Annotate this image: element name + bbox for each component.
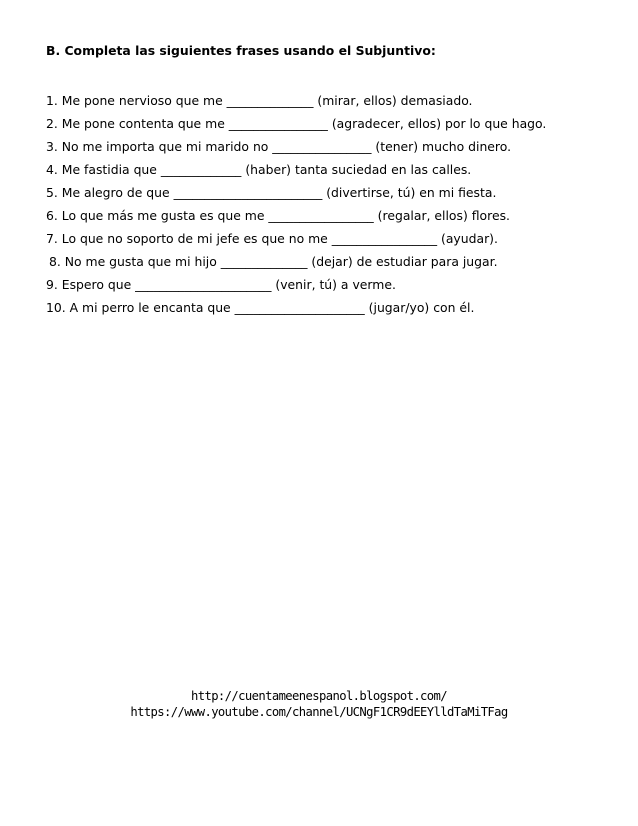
exercise-list [46, 89, 546, 319]
exercise-item-8: 8. No me gusta que mi hijo ______________ (dejar) de estudiar para jugar. [49, 254, 498, 269]
exercise-item-5: 5. Me alegro de que ________________________ (divertirse, tú) en mi fiesta. [46, 185, 497, 200]
exercise-item-4: 4. Me fastidia que _____________ (haber) tanta suciedad en las calles. [46, 162, 472, 177]
exercise-item-3: 3. No me importa que mi marido no ________________ (tener) mucho dinero. [46, 139, 512, 154]
exercise-item-10: 10. A mi perro le encanta que _____________________ (jugar/yo) con él. [46, 300, 475, 315]
exercise-item-6: 6. Lo que más me gusta es que me _________________ (regalar, ellos) flores. [46, 208, 510, 223]
exercise-item-1: 1. Me pone nervioso que me ______________ (mirar, ellos) demasiado. [46, 93, 473, 108]
exercise-heading: B. Completa las siguientes frases usando el Subjuntivo: [46, 43, 436, 58]
exercise-item-9: 9. Espero que ______________________ (venir, tú) a verme. [46, 277, 396, 292]
youtube-url-link[interactable]: https://www.youtube.com/channel/UCNgF1CR9dEEYlldTaMiTFag [130, 705, 508, 719]
exercise-item-2: 2. Me pone contenta que me ________________ (agradecer, ellos) por lo que hago. [46, 116, 547, 131]
blog-url-link[interactable]: http://cuentameenespanol.blogspot.com/ [190, 689, 448, 703]
exercise-item-7: 7. Lo que no soporto de mi jefe es que no me _________________ (ayudar). [46, 231, 498, 246]
